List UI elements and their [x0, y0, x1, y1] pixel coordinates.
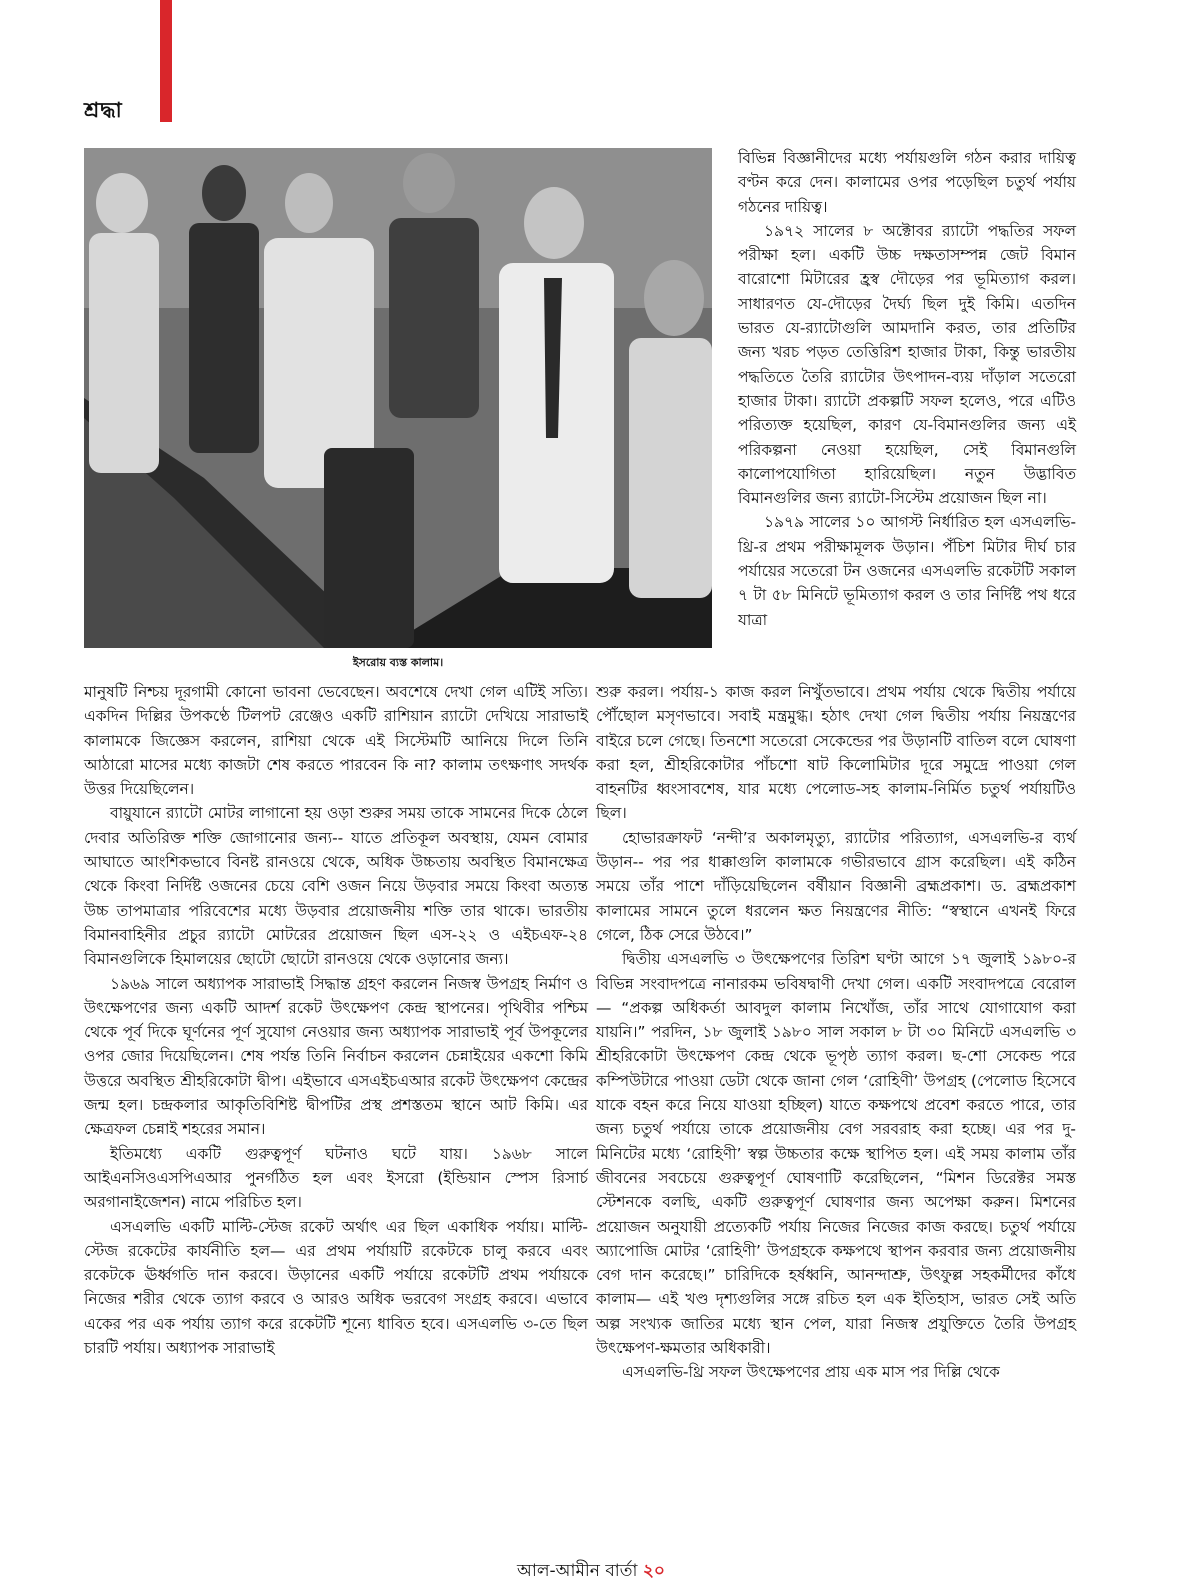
archival-photo [84, 148, 712, 648]
paragraph: ১৯৭২ সালের ৮ অক্টোবর র‍্যাটো পদ্ধতির সফল পরীক্ষা হল। একটি উচ্চ দক্ষতাসম্পন্ন জেট বিমান বারোশো মিটারের হ্রস্ব দৌড়ের পর ভূমিত্যাগ করল। সাধারণত যে-দৌড়ের দৈর্ঘ্য ছিল দুই কিমি। এতদিন ভারত যে-র‍্যাটোগুলি আমদানি করত, তার প্রতিটির জন্য খরচ পড়ত তেত্তিরিশ হাজার টাকা, কিন্তু ভারতীয় পদ্ধতিতে তৈরি র‍্যাটোর উৎপাদন-ব্যয় দাঁড়াল সতেরো হাজার টাকা। র‍্যাটো প্রকল্পটি সফল হলেও, পরে এটিও পরিত্যক্ত হয়েছিল, কারণ যে-বিমানগুলির জন্য এই পরিকল্পনা নেওয়া হয়েছিল, সেই বিমানগুলি কালোপযোগিতা হারিয়েছিল। নতুন উদ্ভাবিত বিমানগুলির জন্য র‍্যাটো-সিস্টেম প্রয়োজন ছিল না। [738, 221, 1076, 508]
paragraph: বায়ুযানে র‍্যাটো মোটর লাগানো হয় ওড়া শুরুর সময় তাকে সামনের দিকে ঠেলে দেবার অতিরিক্ত শক্তি জোগানোর জন্য-- যাতে প্রতিকূল অবস্থায়, যেমন বোমার আঘাতে আংশিকভাবে বিনষ্ট রানওয়ে থেকে, অধিক উচ্চতায় অবস্থিত বিমানক্ষেত্র থেকে কিংবা নির্দিষ্ট ওজনের চেয়ে বেশি ওজন নিয়ে উড়বার সময়ে কিংবা অত্যন্ত উচ্চ তাপমাত্রার পরিবেশের মধ্যে উড়বার প্রয়োজনীয় শক্তি তার থাকে। ভারতীয় বিমানবাহিনীর প্রচুর র‍্যাটো মোটরের প্রয়োজন ছিল এস-২২ ও এইচএফ-২৪ বিমানগুলিকে হিমালয়ের ছোটো ছোটো রানওয়ে থেকে ওড়ানোর জন্য। [84, 804, 588, 969]
photo-illustration [84, 148, 712, 648]
section-label: শ্রদ্ধা [84, 98, 123, 122]
photo-caption: ইসরোয় ব্যস্ত কালাম। [352, 656, 444, 669]
paragraph: এসএলভি-থ্রি সফল উৎক্ষেপণের প্রায় এক মাস পর দিল্লি থেকে [622, 1363, 1000, 1382]
paragraph: শুরু করল। পর্যায়-১ কাজ করল নিখুঁতভাবে। প্রথম পর্যায় থেকে দ্বিতীয় পর্যায়ে পৌঁছোল মসৃণভাবে। সবাই মন্ত্রমুগ্ধ। হঠাৎ দেখা গেল দ্বিতীয় পর্যায় নিয়ন্ত্রণের বাইরে চলে গেছে। তিনশো সতেরো সেকেন্ডের পর উড়ানটি বাতিল বলে ঘোষণা করা হল, শ্রীহরিকোটার পাঁচশো ষাট কিলোমিটার দূরে সমুদ্রে পাওয়া গেল বাহনটির ধ্বংসাবশেষ, যার মধ্যে পেলোড-সহ কালাম-নির্মিত চতুর্থ পর্যায়টিও ছিল। [596, 683, 1076, 823]
accent-bar [160, 0, 172, 122]
left-column [84, 680, 588, 1360]
paragraph: ইতিমধ্যে একটি গুরুত্বপূর্ণ ঘটনাও ঘটে যায়। ১৯৬৮ সালে আইএনসিওএসপিএআর পুনর্গঠিত হল এবং ইসরো (ইন্ডিয়ান স্পেস রিসার্চ অরগানাইজেশন) নামে পরিচিত হল। [84, 1144, 588, 1212]
page-footer [0, 1558, 1182, 1586]
magazine-name: আল-আমীন বার্তা [517, 1561, 638, 1581]
paragraph: দ্বিতীয় এসএলভি ৩ উৎক্ষেপণের তিরিশ ঘণ্টা আগে ১৭ জুলাই ১৯৮০-র বিভিন্ন সংবাদপত্রে নানারকম ভবিষদ্বাণী দেখা গেল। একটি সংবাদপত্রে বেরোল— “প্রকল্প অধিকর্তা আবদুল কালাম নিখোঁজ, তাঁর সাথে যোগাযোগ করা যায়নি।” পরদিন, ১৮ জুলাই ১৯৮০ সাল সকাল ৮ টা ৩০ মিনিটে এসএলভি ৩ শ্রীহরিকোটা উৎক্ষেপণ কেন্দ্র থেকে ভূপৃষ্ঠ ত্যাগ করল। ছ-শো সেকেন্ড পরে কম্পিউটারে পাওয়া ডেটা থেকে জানা গেল ‘রোহিণী’ উপগ্রহ (পেলোড হিসেবে যাকে বহন করে নিয়ে যাওয়া হচ্ছিল) যাতে কক্ষপথে প্রবেশ করতে পারে, তার জন্য চতুর্থ পর্যায়ে তাকে প্রয়োজনীয় বেগ সরবরাহ করা হচ্ছে। এর পর দু-মিনিটের মধ্যে ‘রোহিণী’ স্বল্প উচ্চতার কক্ষে স্থাপিত হল। এই সময় কালাম তাঁর জীবনের সবচেয়ে গুরুত্বপূর্ণ ঘোষণাটি করেছিলেন, “মিশন ডিরেক্টর সমস্ত স্টেশনকে বলছি, একটি গুরুত্বপূর্ণ ঘোষণার জন্য অপেক্ষা করুন। মিশনের প্রয়োজন অনুযায়ী প্রত্যেকটি পর্যায় নিজের নিজের কাজ করছে। চতুর্থ পর্যায়ে অ্যাপোজি মোটর ‘রোহিণী’ উপগ্রহকে কক্ষপথে স্থাপন করবার জন্য প্রয়োজনীয় বেগ দান করেছে।” চারিদিকে হর্ষধ্বনি, আনন্দাশ্রু, উৎফুল্ল সহকর্মীদের কাঁধে কালাম— এই খণ্ড দৃশ্যগুলির সঙ্গে রচিত হল এক ইতিহাস, ভারত সেই অতি অল্প সংখ্যক জাতির মধ্যে স্থান পেল, যারা নিজস্ব প্রযুক্তিতে তৈরি উপগ্রহ উৎক্ষেপণ-ক্ষমতার অধিকারী। [596, 950, 1076, 1358]
paragraph: এসএলভি একটি মাল্টি-স্টেজ রকেট অর্থাৎ এর ছিল একাধিক পর্যায়। মাল্টি-স্টেজ রকেটের কার্যনীতি হল— এর প্রথম পর্যায়টি রকেটকে চালু করবে এবং রকেটকে ঊর্ধ্বগতি দান করবে। উড়ানের একটি পর্যায়ে রকেটটি প্রথম পর্যায়কে নিজের শরীর থেকে ত্যাগ করবে ও আরও অধিক ভরবেগ সংগ্রহ করবে। এভাবে একের পর এক পর্যায় ত্যাগ করে রকেটটি শূন্যে ধাবিত হবে। এসএলভি ৩-তে ছিল চারটি পর্যায়। অধ্যাপক সারাভাই [84, 1217, 588, 1358]
paragraph: মানুষটি নিশ্চয় দূরগামী কোনো ভাবনা ভেবেছেন। অবশেষে দেখা গেল এটিই সত্যি। একদিন দিল্লির উপকণ্ঠে টিলপট রেঞ্জেও একটি রাশিয়ান র‍্যাটো দেখিয়ে সারাভাই কালামকে জিজ্ঞেস করলেন, রাশিয়া থেকে এই সিস্টেমটি আনিয়ে দিলে তিনি আঠারো মাসের মধ্যে কাজটা শেষ করতে পারবেন কি না? কালাম তৎক্ষণাৎ সদর্থক উত্তর দিয়েছিলেন। [84, 683, 588, 799]
page-number: ২০ [642, 1561, 665, 1581]
paragraph: হোভারক্রাফট ‘নন্দী’র অকালমৃত্যু, র‍্যাটোর পরিত্যাগ, এসএলভি-র ব্যর্থ উড়ান-- পর পর ধাক্কাগুলি কালামকে গভীরভাবে গ্রাস করেছিল। এই কঠিন সময়ে তাঁর পাশে দাঁড়িয়েছিলেন বর্ষীয়ান বিজ্ঞানী ব্রহ্মপ্রকাশ। ড. ব্রহ্মপ্রকাশ কালামের সামনে তুলে ধরলেন ক্ষত নিয়ন্ত্রণের নীতি: “স্বস্থানে এখনই ফিরে গেলে, ঠিক সেরে উঠবে।” [596, 828, 1076, 944]
right-column-bottom [596, 680, 1076, 1385]
paragraph: ১৯৬৯ সালে অধ্যাপক সারাভাই সিদ্ধান্ত গ্রহণ করলেন নিজস্ব উপগ্রহ নির্মাণ ও উৎক্ষেপণের জন্য একটি আদর্শ রকেট উৎক্ষেপণ কেন্দ্র স্থাপনের। পৃথিবীর পশ্চিম থেকে পূর্ব দিকে ঘূর্ণনের পূর্ণ সুযোগ নেওয়ার জন্য অধ্যাপক সারাভাই পূর্ব উপকূলের ওপর জোর দিয়েছিলেন। শেষ পর্যন্ত তিনি নির্বাচন করলেন চেন্নাইয়ের একশো কিমি উত্তরে অবস্থিত শ্রীহরিকোটা দ্বীপ। এইভাবে এসএইচএআর রকেট উৎক্ষেপণ কেন্দ্রের জন্ম হল। চন্দ্রকলার আকৃতিবিশিষ্ট দ্বীপটির প্রস্থ প্রশস্ততম স্থানে আট কিমি। এর ক্ষেত্রফল চেন্নাই শহরের সমান। [84, 974, 588, 1139]
right-column-top [738, 146, 1076, 632]
paragraph: ১৯৭৯ সালের ১০ আগস্ট নির্ধারিত হল এসএলভি-থ্রি-র প্রথম পরীক্ষামূলক উড়ান। পঁচিশ মিটার দীর্ঘ চার পর্যায়ের সতেরো টন ওজনের এসএলভি রকেটটি সকাল ৭ টা ৫৮ মিনিটে ভূমিত্যাগ করল ও তার নির্দিষ্ট পথ ধরে যাত্রা [738, 513, 1076, 629]
paragraph: বিভিন্ন বিজ্ঞানীদের মধ্যে পর্যায়গুলি গঠন করার দায়িত্ব বণ্টন করে দেন। কালামের ওপর পড়েছিল চতুর্থ পর্যায় গঠনের দায়িত্ব। [738, 149, 1076, 216]
